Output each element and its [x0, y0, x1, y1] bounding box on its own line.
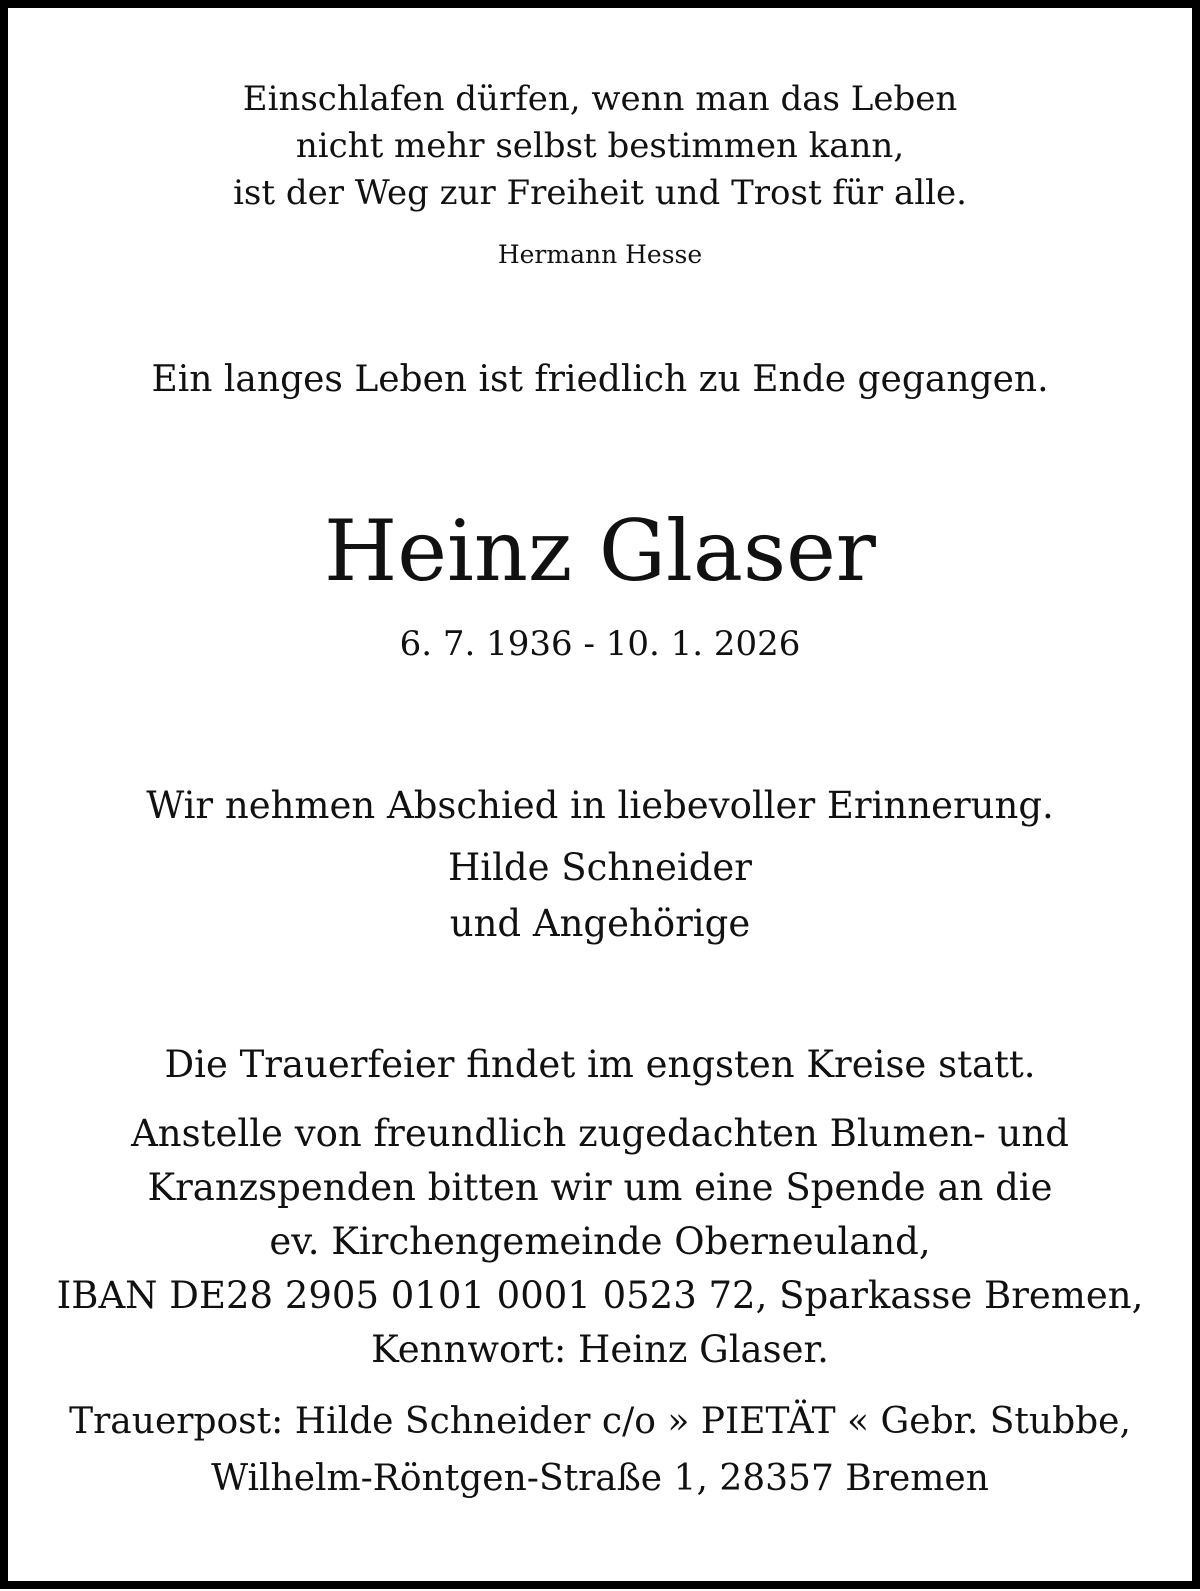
signer-line: und Angehörige [449, 902, 751, 945]
donation-line: Kennwort: Heinz Glaser. [371, 1328, 829, 1371]
address-line: Wilhelm-Röntgen-Straße 1, 28357 Bremen [211, 1458, 989, 1499]
farewell-line: Wir nehmen Abschied in liebevoller Erinnerung. [146, 784, 1054, 827]
intro-line: Ein langes Leben ist friedlich zu Ende gegangen. [151, 359, 1049, 400]
quote-block [8, 76, 1192, 217]
quote-line: ist der Weg zur Freiheit und Trost für alle. [233, 173, 967, 213]
address-line: Trauerpost: Hilde Schneider c/o » PIETÄT « Gebr. Stubbe, [69, 1401, 1131, 1442]
deceased-name-text: Heinz Glaser [324, 502, 876, 600]
quote-author [8, 235, 1192, 275]
donation-request [8, 1107, 1192, 1377]
intro-text [8, 350, 1192, 410]
quote-author-text: Hermann Hesse [497, 240, 703, 269]
donation-line: Anstelle von freundlich zugedachten Blumen- und [131, 1112, 1069, 1155]
donation-line: Kranzspenden bitten wir um eine Spende an die [147, 1166, 1053, 1209]
donation-line: ev. Kirchengemeinde Oberneuland, [269, 1220, 931, 1263]
donation-iban-line: IBAN DE28 2905 0101 0001 0523 72, Sparkasse Bremen, [56, 1274, 1144, 1317]
quote-line: nicht mehr selbst bestimmen kann, [295, 126, 905, 166]
signers-block [8, 840, 1192, 952]
mourning-address [8, 1393, 1192, 1507]
quote-line: Einschlafen dürfen, wenn man das Leben [242, 79, 958, 119]
ceremony-note [8, 1036, 1192, 1094]
ceremony-line: Die Trauerfeier findet im engsten Kreise statt. [164, 1043, 1036, 1086]
life-dates-text: 6. 7. 1936 - 10. 1. 2026 [399, 624, 801, 664]
signer-line: Hilde Schneider [447, 846, 752, 889]
life-dates [8, 616, 1192, 672]
deceased-name [8, 486, 1192, 616]
farewell-text [8, 776, 1192, 836]
